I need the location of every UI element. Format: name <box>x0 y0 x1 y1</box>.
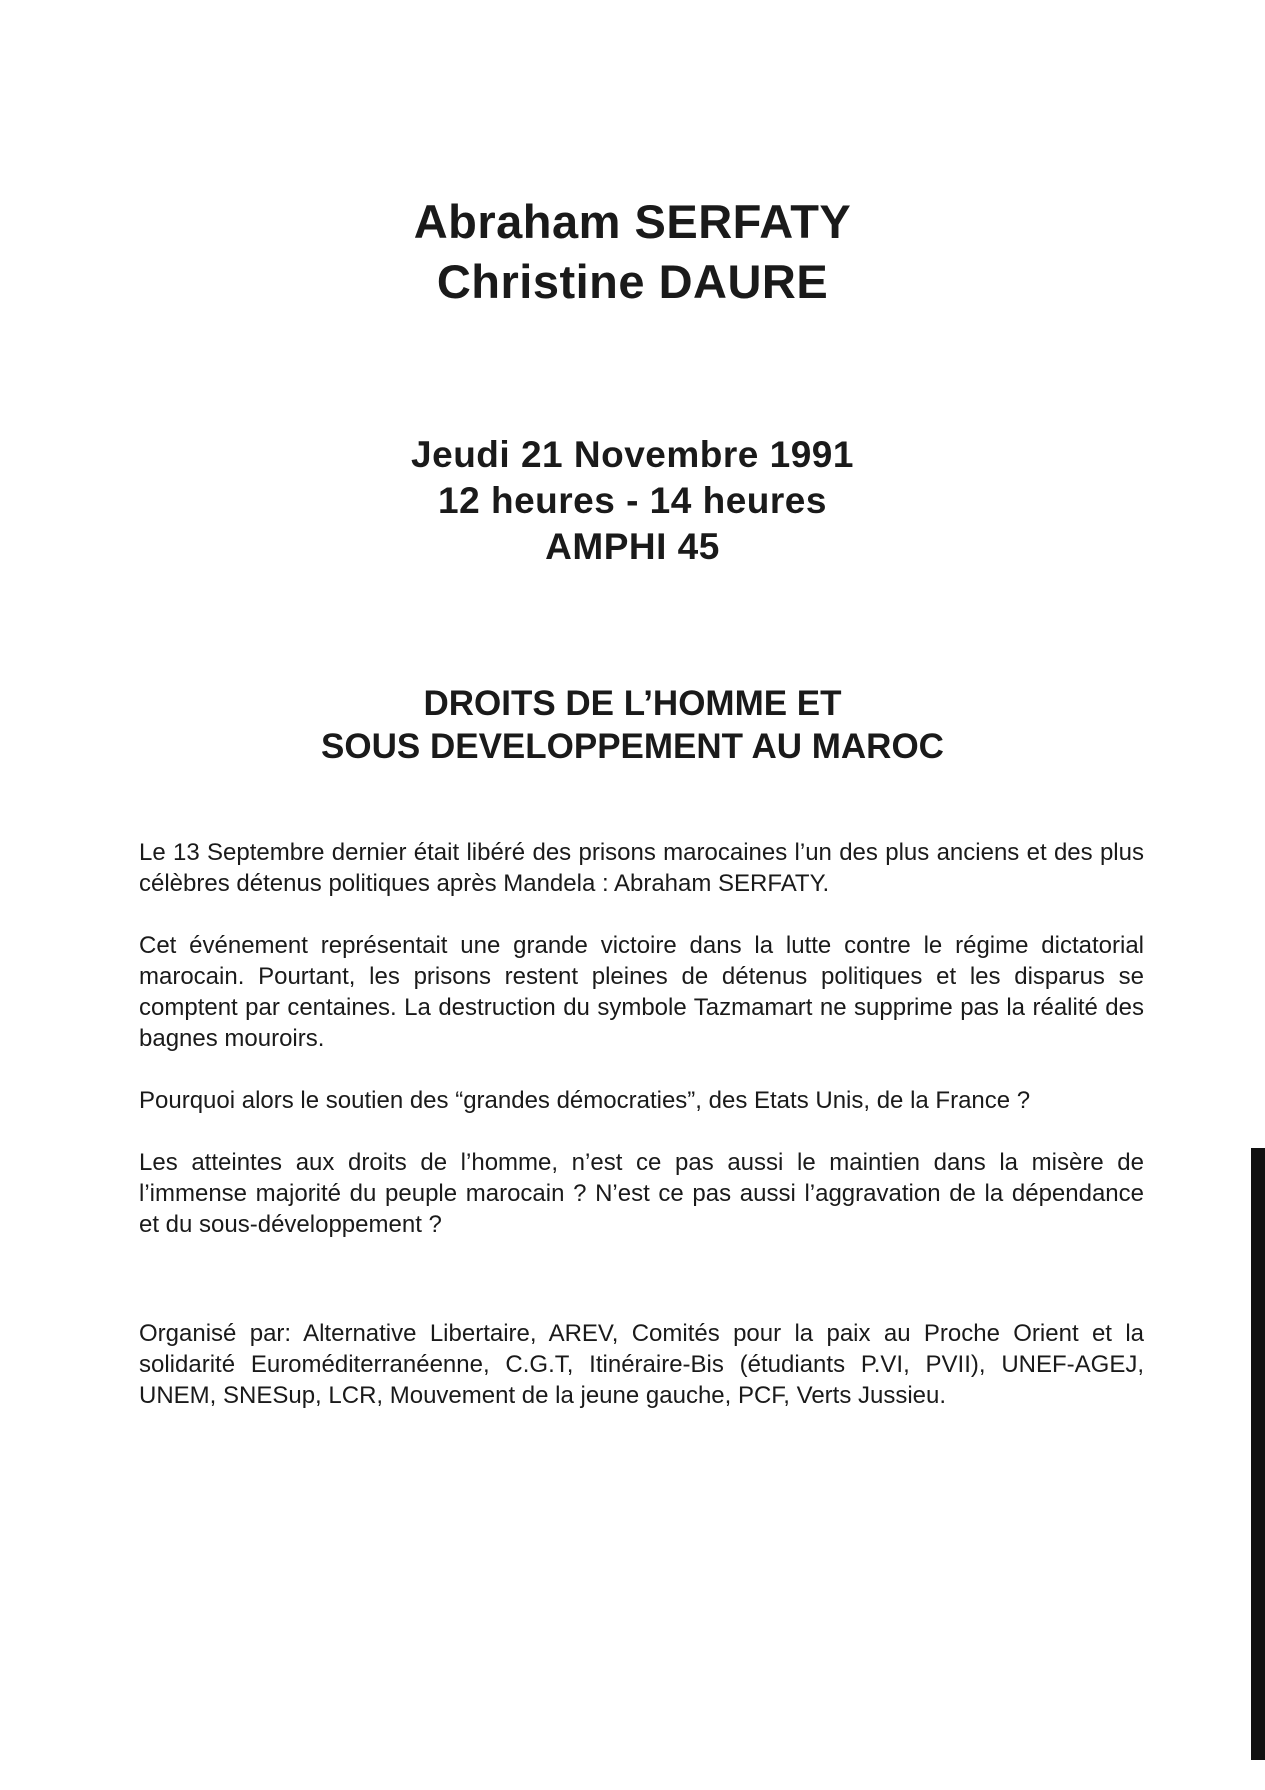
headline-line-1: DROITS DE L’HOMME ET <box>423 684 842 723</box>
event-details <box>0 432 1265 570</box>
speaker-name-2: Christine DAURE <box>436 255 829 308</box>
paragraph-human-rights: Les atteintes aux droits de l’homme, n’est ce pas aussi le maintien dans la misère de l’immense majorité du peuple marocain ? N’est ce pas aussi l’aggravation de la dépendance et du sous-développement ? <box>139 1149 1144 1238</box>
scan-edge-bar <box>1251 1148 1265 1760</box>
body-text <box>139 837 1144 1442</box>
paragraph-question: Pourquoi alors le soutien des “grandes démocraties”, des Etats Unis, de la France ? <box>139 1087 1031 1114</box>
speaker-name-1: Abraham SERFATY <box>413 195 852 248</box>
speaker-names <box>0 192 1265 312</box>
paragraph-victory: Cet événement représentait une grande victoire dans la lutte contre le régime dictatorial marocain. Pourtant, les prisons restent pleines de détenus politiques et les disparus se comptent par centaines. La destruction du symbole Tazmamart ne supprime pas la réalité des bagnes mouroirs. <box>139 932 1144 1052</box>
headline <box>0 682 1265 768</box>
organisers-paragraph: Organisé par: Alternative Libertaire, AREV, Comités pour la paix au Proche Orient et la solidarité Euroméditerranéenne, C.G.T, Itinéraire-Bis (étudiants P.VI, PVII), UNEF-AGEJ, UNEM, SNESup, LCR, Mouvement de la jeune gauche, PCF, Verts Jussieu. <box>139 1320 1144 1409</box>
paragraph-release: Le 13 Septembre dernier était libéré des prisons marocaines l’un des plus anciens et des plus célèbres détenus politiques après Mandela : Abraham SERFATY. <box>139 839 1144 897</box>
event-time: 12 heures - 14 heures <box>438 480 827 521</box>
event-date: Jeudi 21 Novembre 1991 <box>411 434 854 475</box>
headline-line-2: SOUS DEVELOPPEMENT AU MAROC <box>321 727 944 766</box>
event-room: AMPHI 45 <box>545 526 720 567</box>
